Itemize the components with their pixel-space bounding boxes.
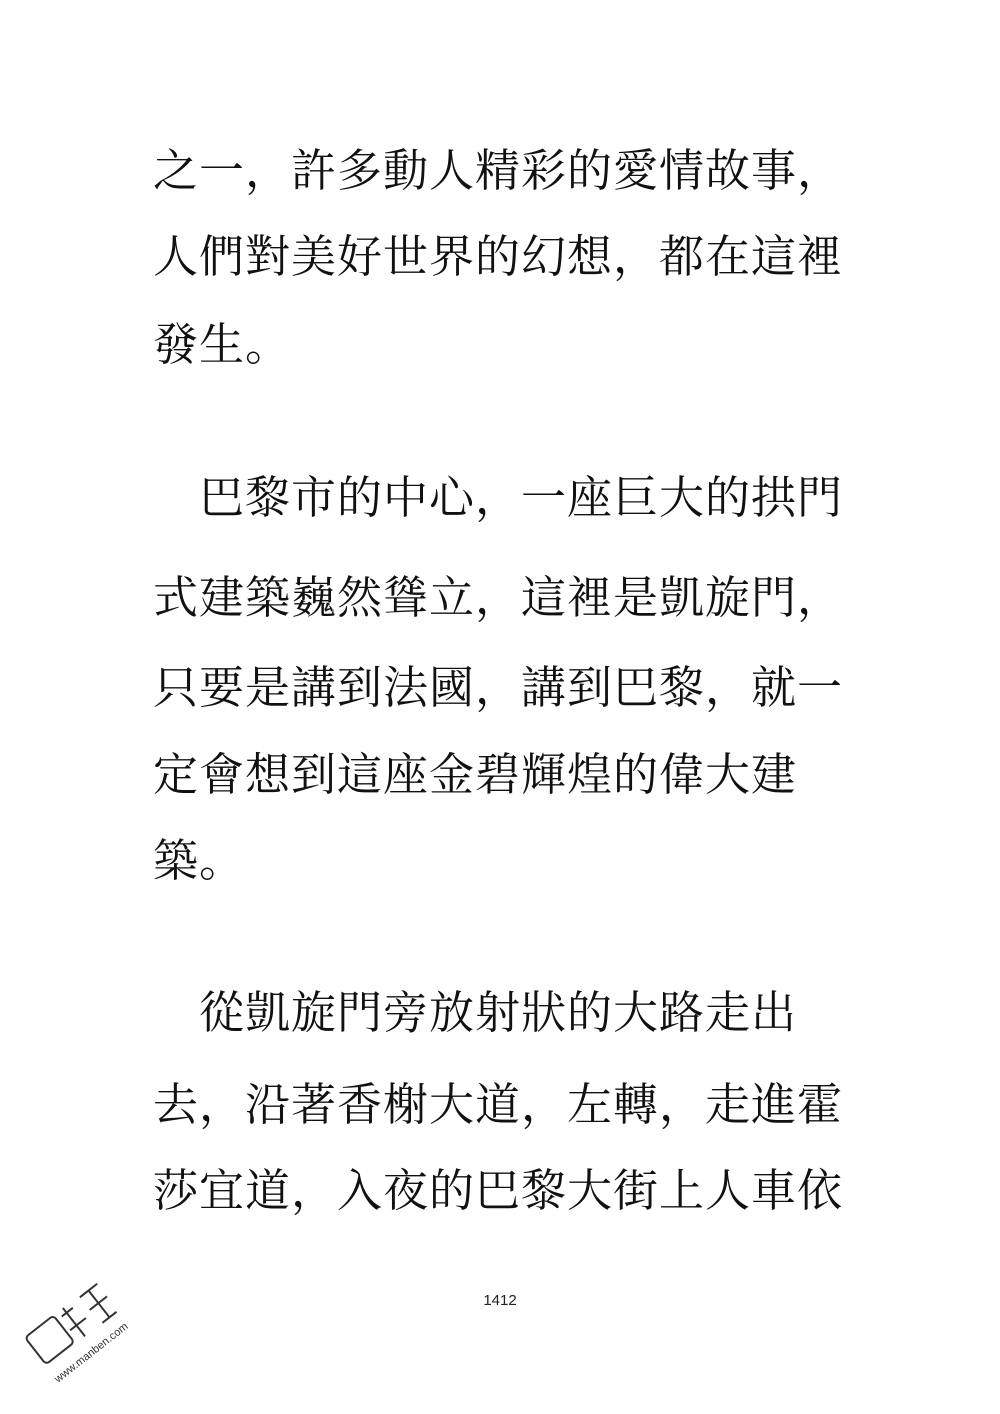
text-line-1: 之一，許多動人精彩的愛情故事， (153, 144, 844, 197)
text-line-4: 巴黎市的中心，一座巨大的拱門 (153, 471, 844, 524)
text-line-5: 式建築巍然聳立，這裡是凱旋門， (153, 571, 844, 624)
text-line-9: 從凱旋門旁放射狀的大路走出 (153, 986, 798, 1039)
text-line-10: 去，沿著香榭大道，左轉，走進霍 (153, 1078, 844, 1131)
text-line-11: 莎宜道，入夜的巴黎大街上人車依 (153, 1164, 844, 1217)
manben-watermark-logo (10, 1250, 160, 1400)
text-line-7: 定會想到這座金碧輝煌的偉大建 (153, 748, 798, 801)
watermark-url: www.manben.com (52, 1320, 131, 1386)
text-line-3: 發生。 (153, 318, 292, 371)
text-line-6: 只要是講到法國，講到巴黎，就一 (153, 661, 844, 714)
text-line-2: 人們對美好世界的幻想，都在這裡 (153, 230, 844, 283)
page-number: 1412 (483, 1292, 517, 1309)
text-line-8: 築。 (153, 834, 246, 887)
